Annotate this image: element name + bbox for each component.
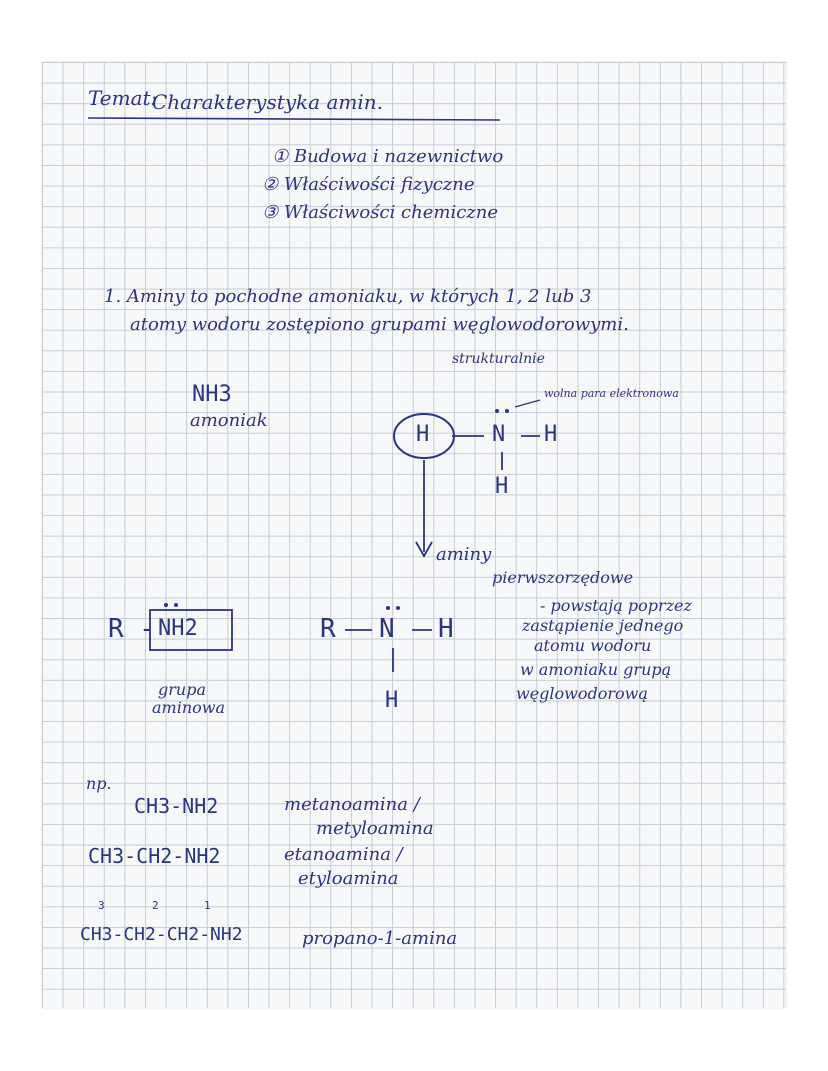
label-structural: strukturalnie xyxy=(452,351,545,367)
example-2-name-2: etyloamina xyxy=(298,868,399,889)
example-1-name-2: metyloamina xyxy=(316,818,434,839)
primary-r: R xyxy=(320,614,336,644)
carbon-number-2: 2 xyxy=(152,899,159,912)
primary-desc-4: w amoniaku grupą xyxy=(520,660,672,679)
ammonia-name: amoniak xyxy=(190,410,268,431)
atom-h-left: H xyxy=(416,422,430,447)
example-3-formula: CH3-CH2-CH2-NH2 xyxy=(80,924,243,945)
carbon-number-1: 1 xyxy=(204,899,211,912)
example-2-formula: CH3-CH2-NH2 xyxy=(88,844,221,868)
primary-desc-2: zastąpienie jednego xyxy=(522,616,684,635)
arrow-label-aminy: aminy xyxy=(436,544,492,565)
definition-line-1: 1. Aminy to pochodne amoniaku, w których 1, 2 lub 3 xyxy=(104,286,592,307)
example-1-formula: CH3-NH2 xyxy=(134,794,219,818)
primary-desc-1: - powstają poprzez xyxy=(540,596,692,615)
page-title: Charakterystyka amin. xyxy=(152,90,383,114)
title-label: Temat: xyxy=(88,86,158,110)
example-1-name-1: metanoamina / xyxy=(284,794,420,815)
primary-h-right: H xyxy=(438,614,454,644)
amine-group-nh2: NH2 xyxy=(158,616,198,641)
lone-pair-dot-1 xyxy=(495,409,499,413)
amine-group-caption-2: aminowa xyxy=(152,698,225,717)
example-3-name-1: propano-1-amina xyxy=(302,928,458,949)
outline-item-1: ① Budowa i nazewnictwo xyxy=(272,146,504,167)
amine-pair-dot-1 xyxy=(386,606,390,610)
nh2-pair-dot-1 xyxy=(164,603,168,607)
primary-desc-3: atomu wodoru xyxy=(534,636,652,655)
outline-item-3: ③ Właściwości chemiczne xyxy=(262,202,499,223)
atom-h-bottom: H xyxy=(495,474,509,499)
definition-line-2: atomy wodoru zostępiono grupami węglowodorowymi. xyxy=(130,314,629,335)
atom-h-right: H xyxy=(544,422,558,447)
amine-pair-dot-2 xyxy=(396,606,400,610)
primary-h-bottom: H xyxy=(385,688,399,713)
label-lone-pair: wolna para elektronowa xyxy=(544,387,679,400)
ammonia-formula: NH3 xyxy=(192,382,232,407)
carbon-number-3: 3 xyxy=(98,899,105,912)
outline-item-2: ② Właściwości fizyczne xyxy=(262,174,475,195)
primary-n: N xyxy=(379,614,395,644)
amine-group-caption-1: grupa xyxy=(158,680,206,699)
lone-pair-pointer xyxy=(515,400,540,407)
atom-n: N xyxy=(492,422,506,447)
examples-prefix: np. xyxy=(86,774,112,793)
lone-pair-dot-2 xyxy=(505,409,509,413)
primary-label: pierwszorzędowe xyxy=(492,568,634,587)
primary-desc-5: węglowodorową xyxy=(516,684,648,703)
nh2-pair-dot-2 xyxy=(174,603,178,607)
amine-group-r: R - xyxy=(108,614,155,644)
example-2-name-1: etanoamina / xyxy=(284,844,403,865)
title-underline xyxy=(88,118,500,120)
